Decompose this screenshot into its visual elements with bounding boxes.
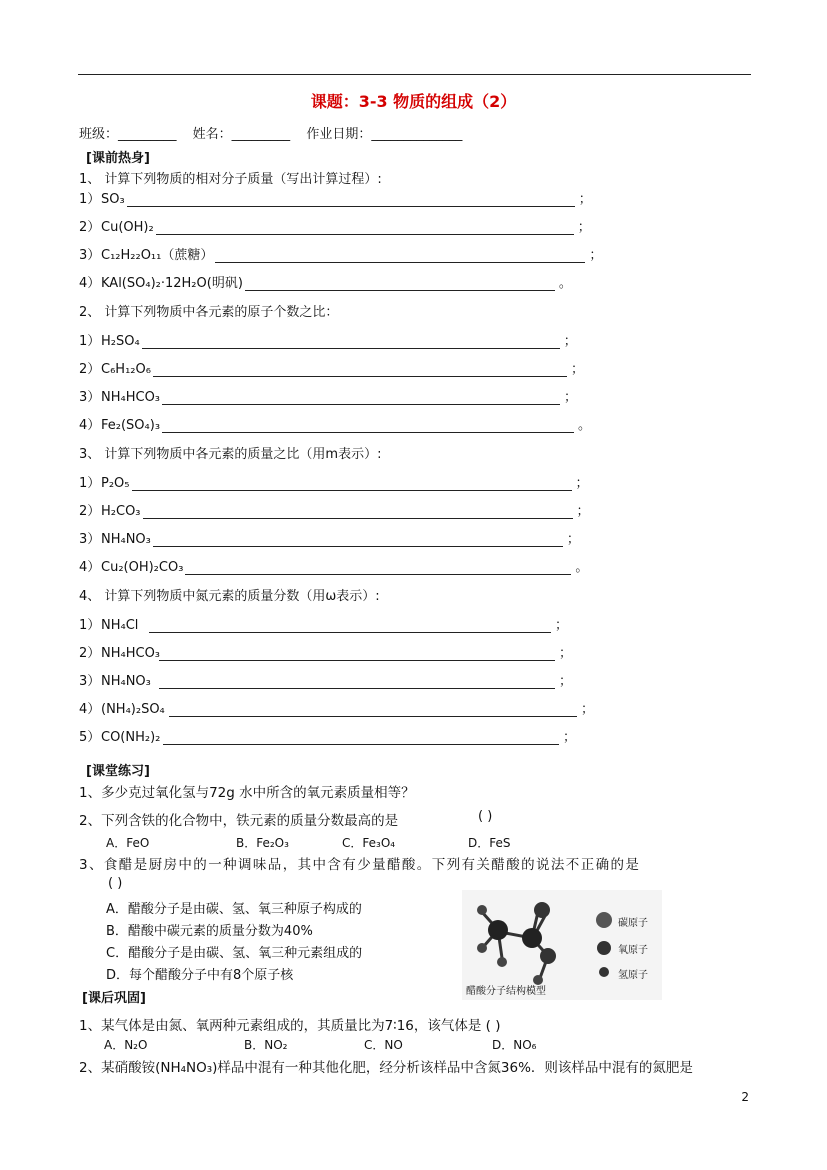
answer-blank[interactable] xyxy=(132,478,572,491)
option-c[interactable]: C．NO xyxy=(364,1038,403,1052)
option-c[interactable]: C．醋酸分子是由碳、氢、氧三种元素组成的 xyxy=(106,946,363,961)
answer-blank[interactable] xyxy=(159,676,555,689)
student-info-line xyxy=(79,123,474,142)
practice-q2-options xyxy=(106,834,511,851)
answer-blank[interactable] xyxy=(143,506,573,519)
page-number: 2 xyxy=(741,1090,749,1104)
answer-paren[interactable]: ( ) xyxy=(108,876,123,891)
answer-blank[interactable] xyxy=(162,392,560,405)
option-c[interactable]: C．Fe₃O₄ xyxy=(342,836,396,850)
answer-paren[interactable]: ( ) xyxy=(478,809,493,824)
q1-item: 4） KAl(SO₄)₂·12H₂O(明矾) 。 xyxy=(79,276,572,291)
answer-blank[interactable] xyxy=(215,250,585,263)
answer-blank[interactable] xyxy=(185,562,571,575)
section-practice: [课堂练习] xyxy=(86,764,150,779)
q4-item: 2） NH₄HCO₃ ； xyxy=(79,646,573,661)
option-d[interactable]: D．NO₆ xyxy=(492,1038,537,1052)
section-consolidate: [课后巩固] xyxy=(82,991,146,1006)
q3-item: 4） Cu₂(OH)₂CO₃ 。 xyxy=(79,560,589,575)
q2-item: 2） C₆H₁₂O₆ ； xyxy=(79,362,584,377)
section-warmup: [课前热身] xyxy=(86,151,150,166)
answer-blank[interactable] xyxy=(127,194,575,207)
q3-title: 3、 计算下列物质中各元素的质量之比（用m表示）: xyxy=(79,447,382,462)
answer-blank[interactable] xyxy=(153,534,563,547)
acetic-acid-molecule-figure xyxy=(462,890,662,1000)
q4-item: 4） (NH₄)₂SO₄ ； xyxy=(79,702,595,717)
page-title: 课题：3-3 物质的组成（2） xyxy=(310,92,517,111)
answer-blank[interactable] xyxy=(245,278,555,291)
q4-item: 5） CO(NH₂)₂ ； xyxy=(79,730,577,745)
practice-q3: 3、食醋是厨房中的一种调味品，其中含有少量醋酸。下列有关醋酸的说法不正确的是 xyxy=(79,857,641,873)
date-field[interactable]: 作业日期：______________ xyxy=(306,127,463,142)
q2-item: 3） NH₄HCO₃ ； xyxy=(79,390,578,405)
option-a[interactable]: A．醋酸分子是由碳、氢、氧三种原子构成的 xyxy=(106,902,362,917)
consolidate-q2: 2、某硝酸铵(NH₄NO₃)样品中混有一种其他化肥，经分析该样品中含氮36%．则该样品中混有的氮肥是 xyxy=(79,1060,693,1076)
option-a[interactable]: A．N₂O xyxy=(104,1038,148,1052)
option-b[interactable]: B．醋酸中碳元素的质量分数为40% xyxy=(106,924,313,939)
q2-title: 2、 计算下列物质中各元素的原子个数之比： xyxy=(79,305,339,320)
name-field[interactable]: 姓名：_________ xyxy=(192,127,291,142)
figure-caption: 醋酸分子结构模型 xyxy=(466,986,546,997)
q1-item: 3） C₁₂H₂₂O₁₁（蔗糖） ； xyxy=(79,248,603,263)
option-b[interactable]: B．Fe₂O₃ xyxy=(236,836,289,850)
legend-carbon: 碳原子 xyxy=(618,918,648,929)
consolidate-q1-options xyxy=(104,1036,536,1053)
legend-oxygen: 氧原子 xyxy=(618,945,648,956)
q4-title: 4、 计算下列物质中氮元素的质量分数（用ω表示）: xyxy=(79,589,380,604)
legend-hydrogen: 氢原子 xyxy=(618,970,648,981)
consolidate-q1: 1、某气体是由氮、氧两种元素组成的，其质量比为7∶16，该气体是 ( ) xyxy=(79,1018,501,1034)
option-d[interactable]: D．每个醋酸分子中有8个原子核 xyxy=(106,968,294,983)
q1-item: 1） SO₃ ； xyxy=(79,192,592,207)
answer-blank[interactable] xyxy=(156,222,574,235)
option-a[interactable]: A．FeO xyxy=(106,836,150,850)
answer-blank[interactable] xyxy=(162,420,574,433)
q1-title: 1、 计算下列物质的相对分子质量（写出计算过程）: xyxy=(79,172,382,187)
q3-item: 3） NH₄NO₃ ； xyxy=(79,532,580,547)
answer-blank[interactable] xyxy=(142,336,560,349)
answer-blank[interactable] xyxy=(169,704,577,717)
option-b[interactable]: B．NO₂ xyxy=(244,1038,288,1052)
q4-item: 1） NH₄Cl ； xyxy=(79,618,569,633)
option-d[interactable]: D．FeS xyxy=(468,836,511,850)
practice-q1: 1、多少克过氧化氢与72g 水中所含的氧元素质量相等？ xyxy=(79,785,415,801)
answer-blank[interactable] xyxy=(149,620,551,633)
practice-q2: 2、下列含铁的化合物中，铁元素的质量分数最高的是 xyxy=(79,813,399,829)
q3-item: 1） P₂O₅ ； xyxy=(79,476,589,491)
answer-blank[interactable] xyxy=(153,364,567,377)
q4-item: 3） NH₄NO₃ ； xyxy=(79,674,573,689)
answer-blank[interactable] xyxy=(163,732,559,745)
q2-item: 4） Fe₂(SO₄)₃ 。 xyxy=(79,418,592,433)
q3-item: 2） H₂CO₃ ； xyxy=(79,504,590,519)
class-field[interactable]: 班级：_________ xyxy=(79,127,177,142)
header-rule xyxy=(78,74,751,75)
answer-blank[interactable] xyxy=(159,648,555,661)
q1-item: 2） Cu(OH)₂ ； xyxy=(79,220,591,235)
q2-item: 1） H₂SO₄ ； xyxy=(79,334,577,349)
